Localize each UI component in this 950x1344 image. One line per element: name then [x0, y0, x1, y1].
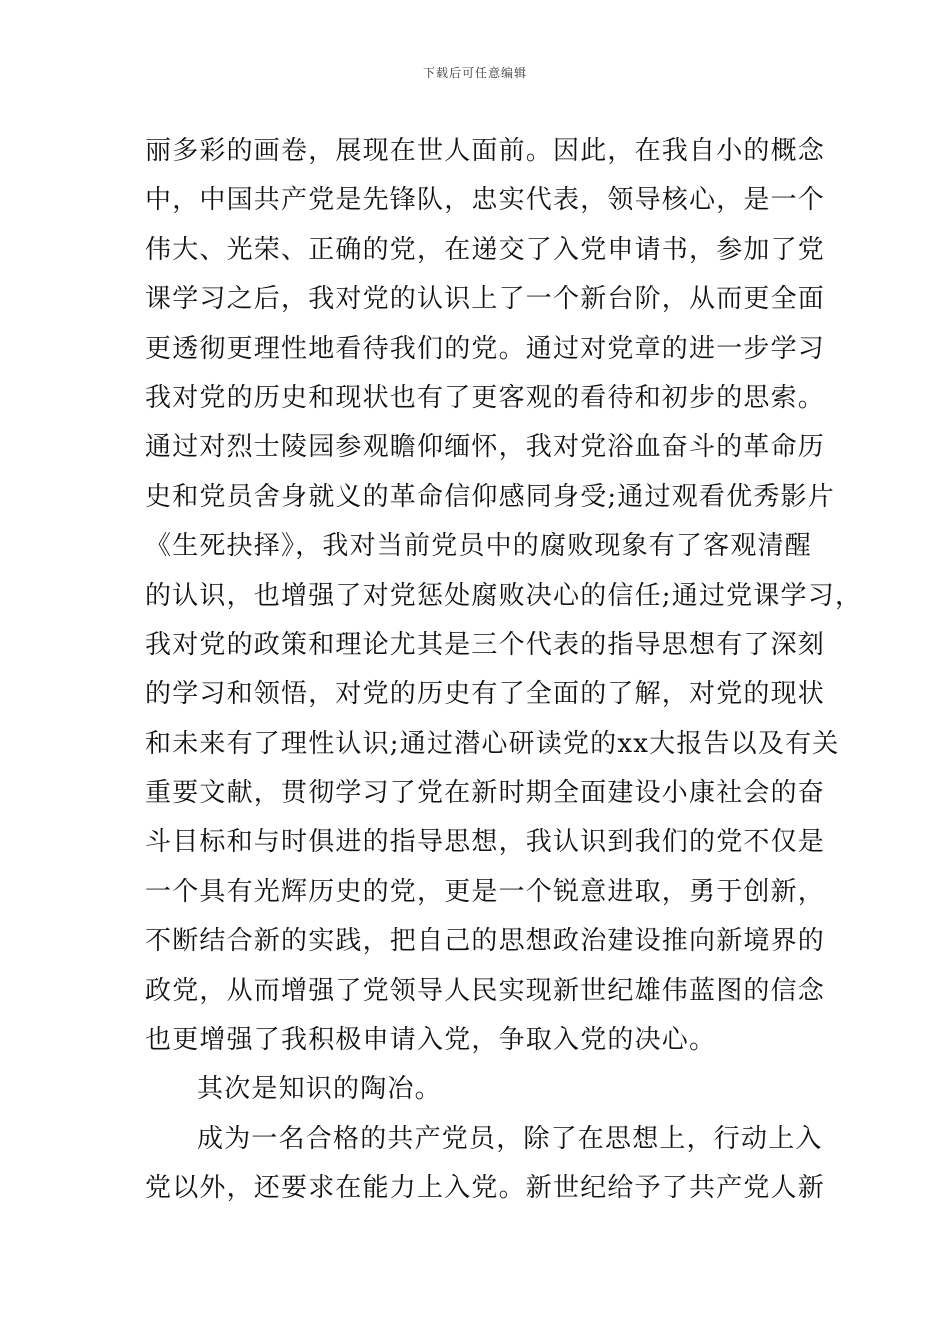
text-line: 丽多彩的画卷，展现在世人面前。因此，在我自小的概念 — [145, 136, 826, 166]
text-line: 成为一名合格的共产党员，除了在思想上，行动上入 — [197, 1123, 823, 1154]
text-line: 的认识，也增强了对党惩处腐败决心的信任;通过党课学习， — [145, 580, 863, 611]
text-line: 也更增强了我积极申请入党，争取入党的决心。 — [145, 1025, 717, 1056]
text-line: 更透彻更理性地看待我们的党。通过对党章的进一步学习 — [145, 333, 826, 364]
text-line: 课学习之后，我对党的认识上了一个新台阶，从而更全面 — [145, 284, 826, 315]
paragraph — [145, 1065, 809, 1114]
text-line: 中，中国共产党是先锋队，忠实代表，领导核心，是一个 — [145, 185, 826, 216]
text-line: 重要文献，贯彻学习了党在新时期全面建设小康社会的奋 — [145, 778, 826, 809]
text-line: 《生死抉择》，我对当前党员中的腐败现象有了客观清醒 — [145, 531, 813, 562]
text-line: 史和党员舍身就义的革命信仰感同身受;通过观看优秀影片 — [145, 481, 835, 512]
text-line: 其次是知识的陶冶。 — [197, 1074, 442, 1105]
text-line: 政党，从而增强了党领导人民实现新世纪雄伟蓝图的信念 — [145, 975, 826, 1006]
text-line: 我对党的历史和现状也有了更客观的看待和初步的思索。 — [145, 382, 826, 413]
text-line: 党以外，还要求在能力上入党。新世纪给予了共产党人新 — [145, 1173, 826, 1204]
text-line: 通过对烈士陵园参观瞻仰缅怀，我对党浴血奋斗的革命历 — [145, 432, 826, 463]
paragraph — [145, 127, 863, 1065]
text-line: 的学习和领悟，对党的历史有了全面的了解，对党的现状 — [145, 679, 826, 710]
text-line: 我对党的政策和理论尤其是三个代表的指导思想有了深刻 — [145, 629, 826, 660]
text-line: 一个具有光辉历史的党，更是一个锐意进取，勇于创新， — [145, 876, 826, 907]
paragraph — [145, 1115, 826, 1214]
text-line: 不断结合新的实践，把自己的思想政治建设推向新境界的 — [145, 926, 826, 957]
text-line: 斗目标和与时俱进的指导思想，我认识到我们的党不仅是 — [145, 827, 826, 858]
text-line: 和未来有了理性认识;通过潜心研读党的xx大报告以及有关 — [145, 728, 840, 759]
text-line: 伟大、光荣、正确的党，在递交了入党申请书，参加了党 — [145, 234, 826, 265]
page-header: 下载后可任意编辑 — [422, 66, 527, 80]
document-body — [145, 127, 863, 1214]
